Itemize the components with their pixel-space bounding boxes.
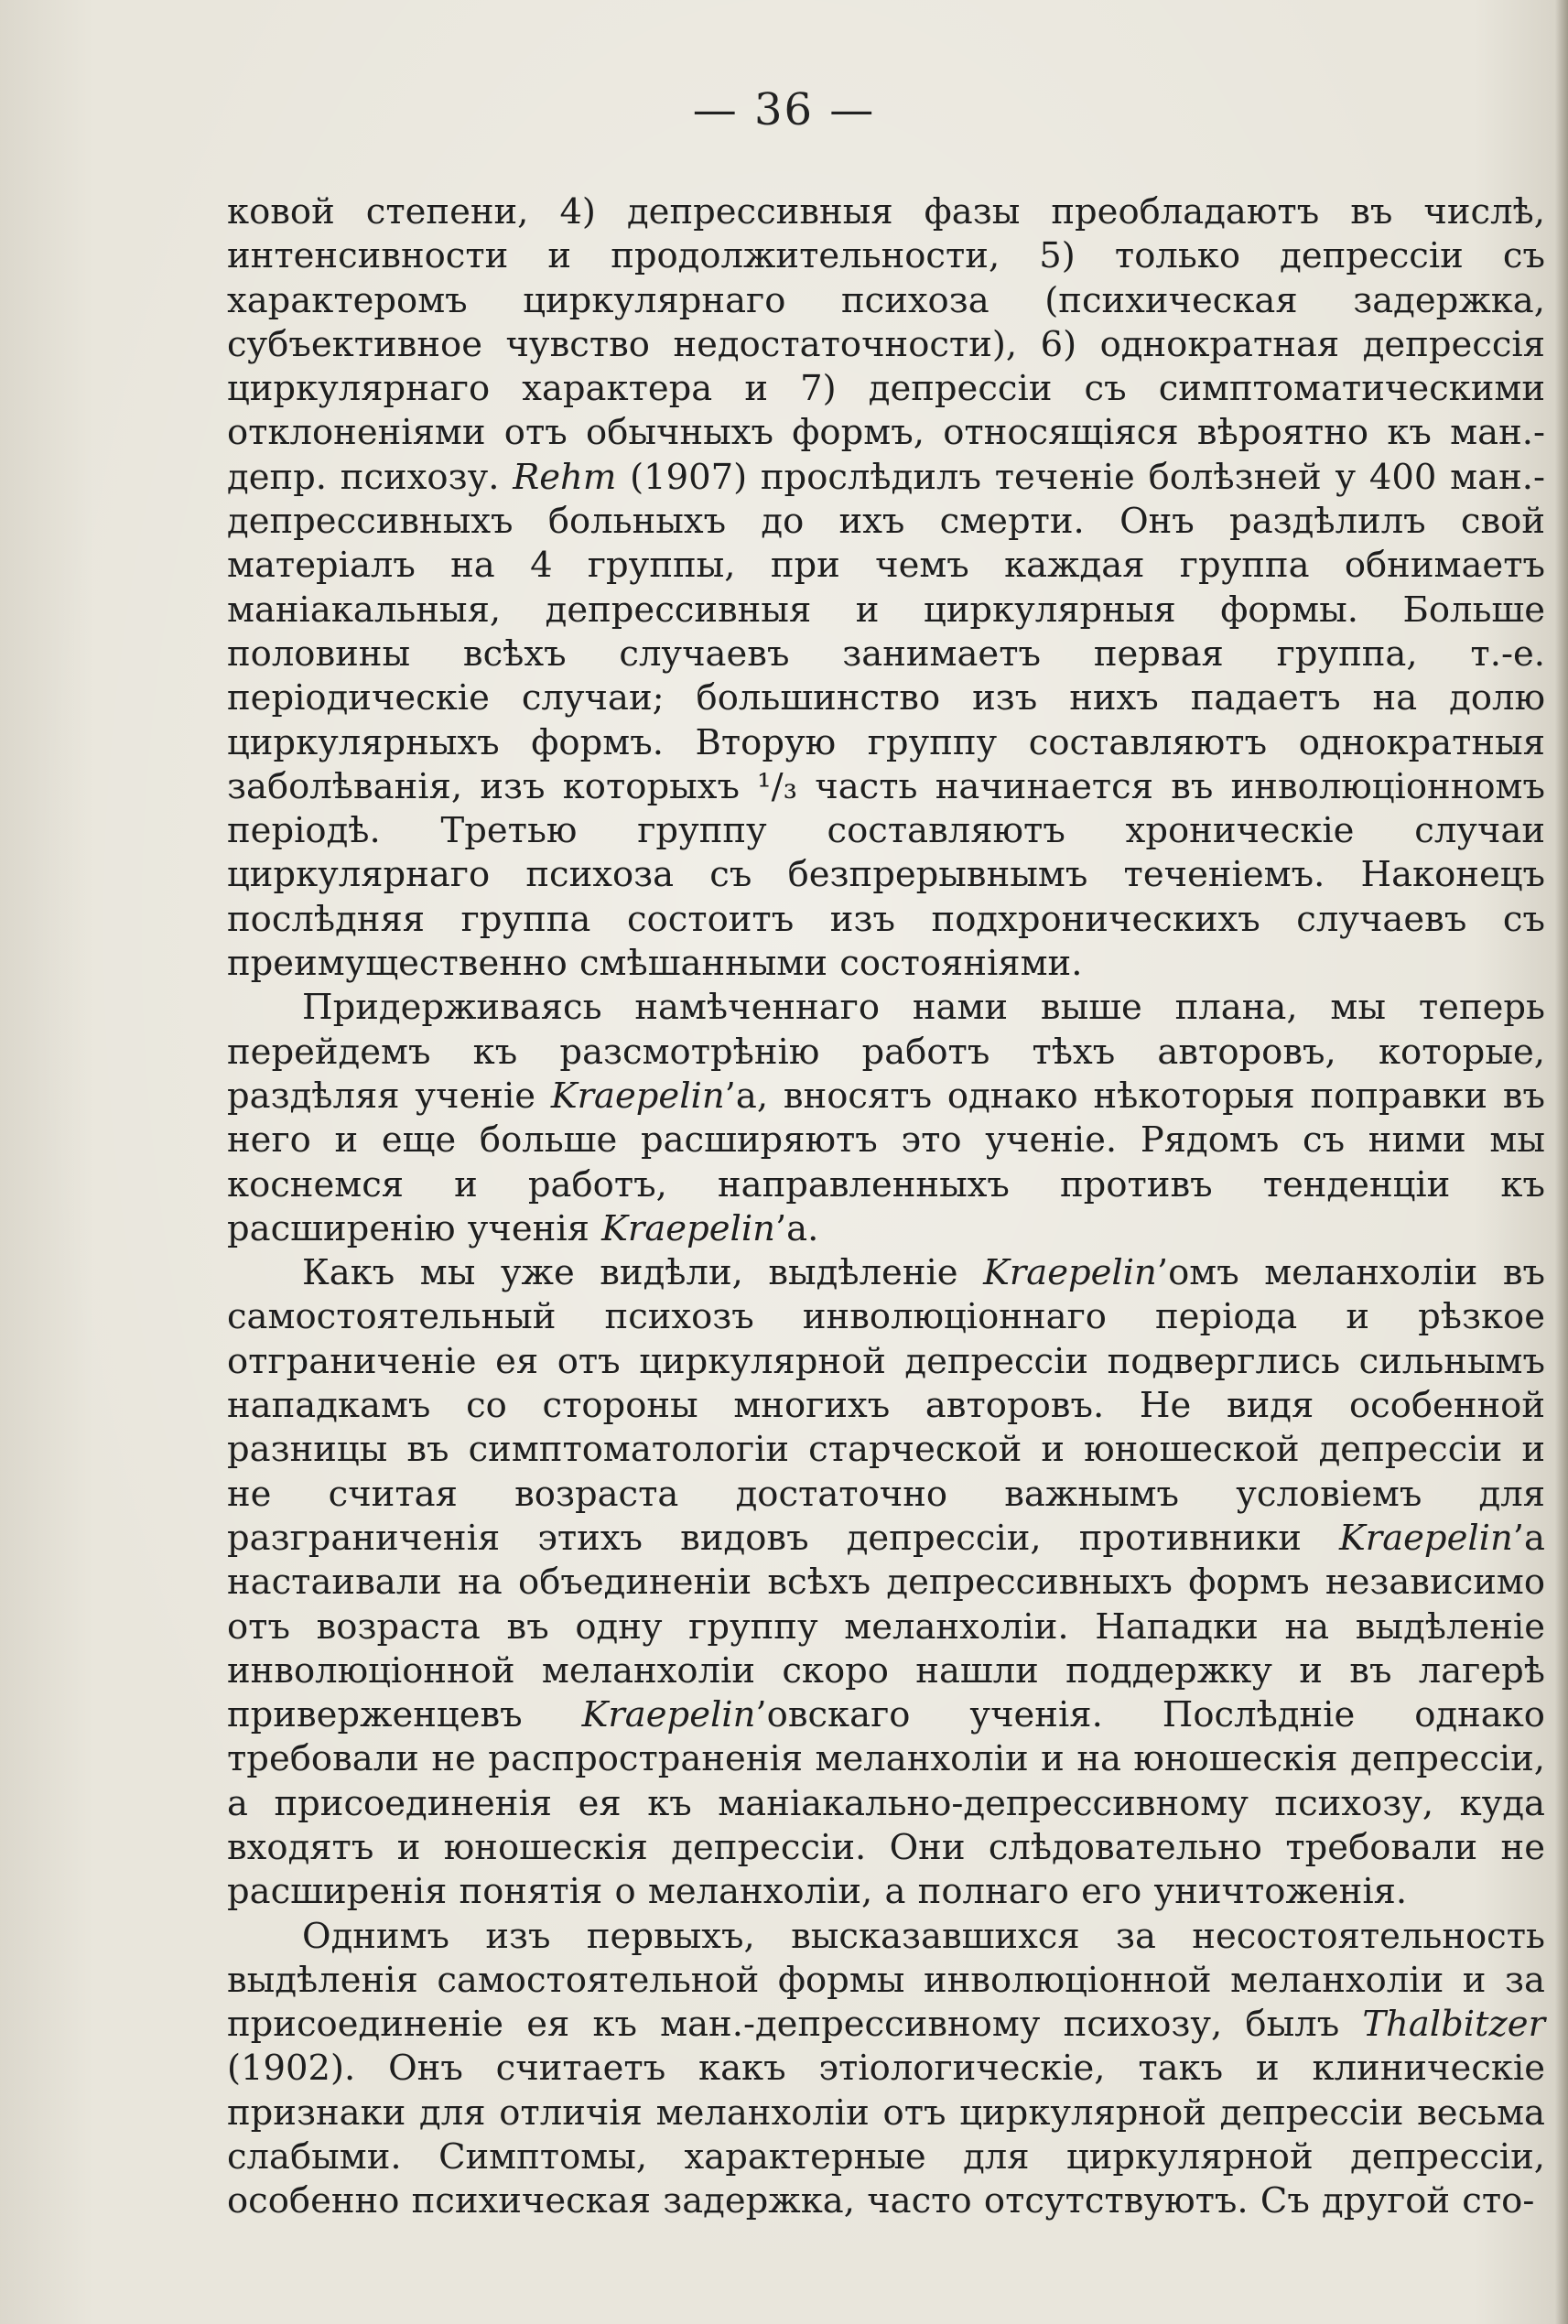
paragraph-4 xyxy=(227,1915,1545,2224)
text-run: Однимъ изъ первыхъ, высказавшихся за несостоятельность выдѣленія самостоятельной формы инволюціонной меланхоліи и за присоединеніе ея къ ман.-депрессивному психозу, былъ xyxy=(227,1915,1545,2046)
author-name: Kraepelin xyxy=(581,1694,756,1736)
page-number: — 36 — xyxy=(692,84,876,135)
text-run: ’овскаго ученія. Послѣдніе однако требовали не распространенія меланхоліи и на юношескія депрессіи, а присоединенія ея къ маніакально-депрессивному психозу, куда входятъ и юношескія депрессіи. Они слѣдовательно требовали не расширенія понятія о меланхоліи, а полнаго его уничтоженія. xyxy=(227,1694,1545,1913)
author-name: Rehm xyxy=(513,456,617,498)
text-run: ’омъ меланхоліи въ самостоятельный психозъ инволюціоннаго періода и рѣзкое отграниченіе ея отъ циркулярной депрессіи подверглись сильнымъ нападкамъ со стороны многихъ авторовъ. Не видя особенной разницы въ симптоматологіи старческой и юношеской депрессіи и не считая возраста достаточно важнымъ условіемъ для разграниченія этихъ видовъ депрессіи, противники xyxy=(227,1252,1545,1559)
text-run: (1902). Онъ считаетъ какъ этіологическіе, такъ и клиническіе признаки для отличія меланхоліи отъ циркулярной депрессіи весьма слабыми. Симптомы, характерные для циркулярной депрессіи, особенно психическая задержка, часто отсутствуютъ. Съ другой сто- xyxy=(227,2048,1545,2222)
author-name: Kraepelin xyxy=(550,1075,725,1117)
author-name: Kraepelin xyxy=(1339,1517,1513,1559)
paragraph-1 xyxy=(227,190,1545,986)
page-edge-shadow xyxy=(1555,0,1568,2324)
text-run: ’а настаивали на объединеніи всѣхъ депрессивныхъ формъ независимо отъ возраста въ одну группу меланхоліи. Нападки на выдѣленіе инволюціонной меланхоліи скоро нашли поддержку и въ лагерѣ приверженцевъ xyxy=(227,1517,1545,1736)
author-name: Kraepelin xyxy=(601,1207,775,1249)
text-run: (1907) прослѣдилъ теченіе болѣзней у 400 ман.-депрессивныхъ больныхъ до ихъ смерти. Онъ раздѣлилъ свой матеріалъ на 4 группы, при чемъ каждая группа обнимаетъ маніакальныя, депрессивныя и циркулярныя формы. Больше половины всѣхъ случаевъ занимаетъ первая группа, т.-е. періодическіе случаи; большинство изъ нихъ падаетъ на долю циркулярныхъ формъ. Вторую группу составляютъ однократныя заболѣванія, изъ которыхъ ¹/₃ часть начинается въ инволюціонномъ періодѣ. Третью группу составляютъ хроническіе случаи циркулярнаго психоза съ безпрерывнымъ теченіемъ. Наконецъ послѣдняя группа состоитъ изъ подхроническихъ случаевъ съ преимущественно смѣшанными состояніями. xyxy=(227,456,1545,985)
text-run: Придерживаясь намѣченнаго нами выше плана, мы теперь перейдемъ къ разсмотрѣнію работъ тѣхъ авторовъ, которые, раздѣляя ученіе xyxy=(227,987,1545,1117)
text-run: ’а, вносятъ однако нѣкоторыя поправки въ него и еще больше расширяютъ это ученіе. Рядомъ съ ними мы коснемся и работъ, направленныхъ противъ тенденціи къ расширенію ученія xyxy=(227,1075,1545,1249)
text-run: ’а. xyxy=(774,1207,819,1249)
author-name: Thalbitzer xyxy=(1362,2004,1545,2046)
text-run: Какъ мы уже видѣли, выдѣленіе xyxy=(302,1252,984,1294)
paragraph-3 xyxy=(227,1251,1545,1914)
text-run: ковой степени, 4) депрессивныя фазы преобладаютъ въ числѣ, интенсивности и продолжительности, 5) только депрессіи съ характеромъ циркулярнаго психоза (психическая задержка, субъективное чувство недостаточности), 6) однократная депрессія циркулярнаго характера и 7) депрессіи съ симптоматическими отклоненіями отъ обычныхъ формъ, относящіяся вѣроятно къ ман.-депр. психозу. xyxy=(227,191,1545,498)
body-text xyxy=(227,190,1545,2224)
author-name: Kraepelin xyxy=(983,1252,1157,1294)
paragraph-2 xyxy=(227,986,1545,1251)
